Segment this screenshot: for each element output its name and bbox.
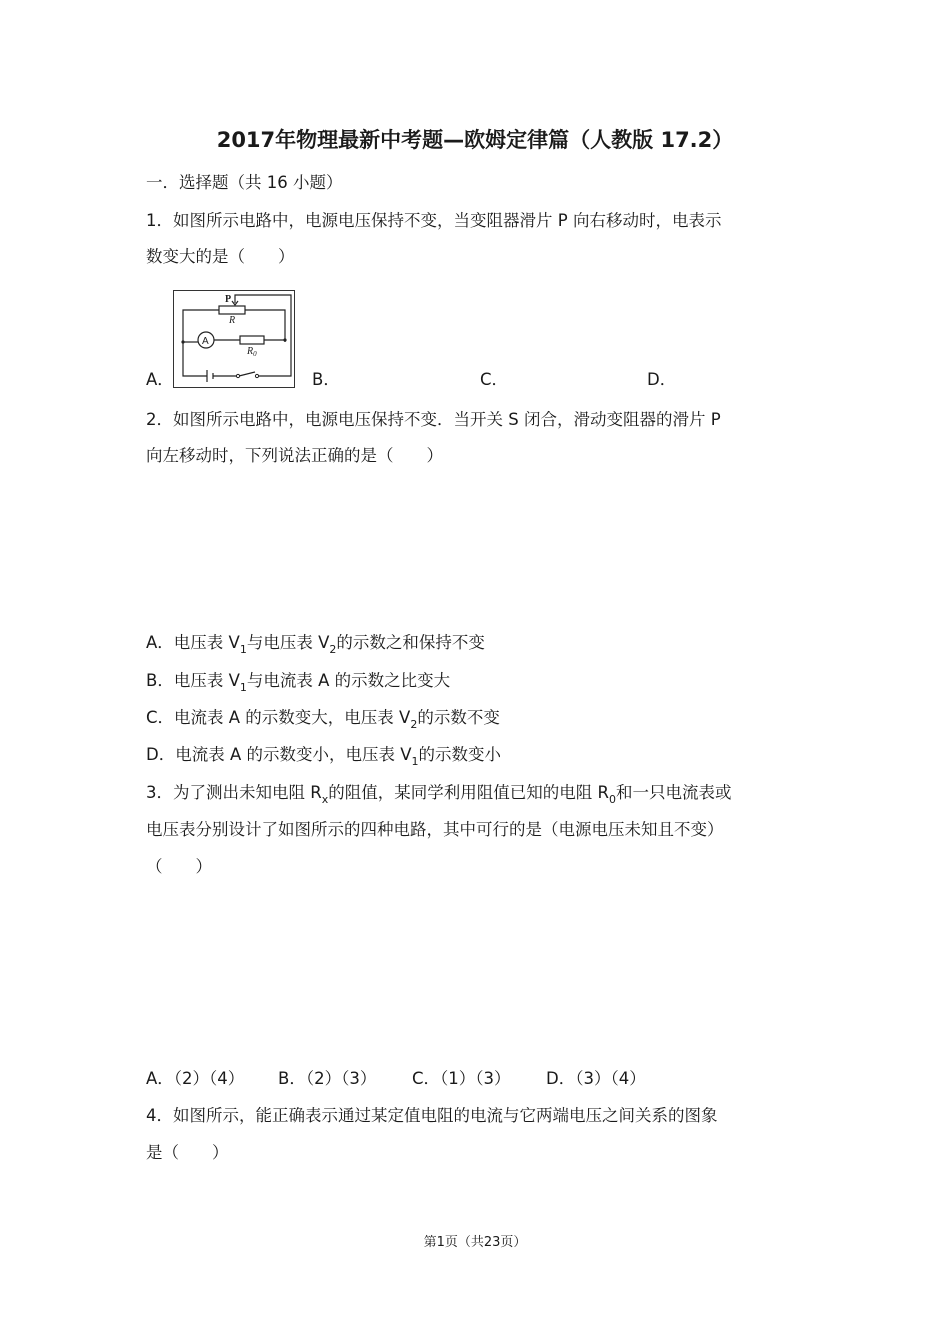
- q2-option-a[interactable]: A．电压表 $V_1$与电压表 $V_2$的示数之和保持不变: [146, 633, 485, 656]
- q2-line2: 向左移动时，下列说法正确的是（ ）: [146, 446, 443, 465]
- fig-label-p: P: [225, 294, 232, 305]
- q3-line1: 3．为了测出未知电阻 $R_x$的阻值，某同学利用阻值已知的电阻 $R_0$和一只电流表或: [146, 783, 732, 806]
- q1-line2: 数变大的是（ ）: [146, 247, 295, 266]
- q4-line1: 4．如图所示，能正确表示通过某定值电阻的电流与它两端电压之间关系的图象: [146, 1106, 718, 1125]
- fig-label-r0: $R_0$: [247, 346, 257, 358]
- q3-option-b[interactable]: B．（2）（3）: [278, 1069, 377, 1088]
- q2-option-c[interactable]: C．电流表 A 的示数变大，电压表 $V_2$的示数不变: [146, 708, 500, 731]
- q3-option-c[interactable]: C．（1）（3）: [412, 1069, 511, 1088]
- q4-line2: 是（ ）: [146, 1143, 229, 1162]
- q1-option-b[interactable]: B．: [312, 370, 340, 389]
- q3-line2: 电压表分别设计了如图所示的四种电路，其中可行的是（电源电压未知且不变）: [146, 820, 724, 839]
- q2-option-d[interactable]: D．电流表 A 的示数变小，电压表 $V_1$的示数变小: [146, 745, 502, 768]
- page-title: 2017年物理最新中考题—欧姆定律篇（人教版 17.2）: [216, 128, 734, 152]
- q2-option-b[interactable]: B．电压表 $V_1$与电流表 A 的示数之比变大: [146, 671, 451, 694]
- q1-option-a[interactable]: A．: [146, 370, 174, 389]
- q3-option-a[interactable]: A．（2）（4）: [146, 1069, 245, 1088]
- page-footer: 第1页（共23页）: [423, 1235, 527, 1250]
- q2-line1: 2．如图所示电路中，电源电压保持不变．当开关 S 闭合，滑动变阻器的滑片 P: [146, 410, 721, 429]
- q3-line3: （ ）: [146, 857, 212, 876]
- q1-option-c[interactable]: C．: [480, 370, 509, 389]
- q1-option-d[interactable]: D．: [647, 370, 677, 389]
- q1-line1: 1．如图所示电路中，电源电压保持不变，当变阻器滑片 P 向右移动时，电表示: [146, 211, 722, 230]
- q1-circuit-diagram: [173, 290, 295, 388]
- fig-label-ammeter: A: [202, 336, 209, 347]
- fig-label-r: R: [229, 315, 236, 326]
- q3-option-d[interactable]: D．（3）（4）: [546, 1069, 646, 1088]
- section-heading: 一．选择题（共 16 小题）: [146, 173, 343, 192]
